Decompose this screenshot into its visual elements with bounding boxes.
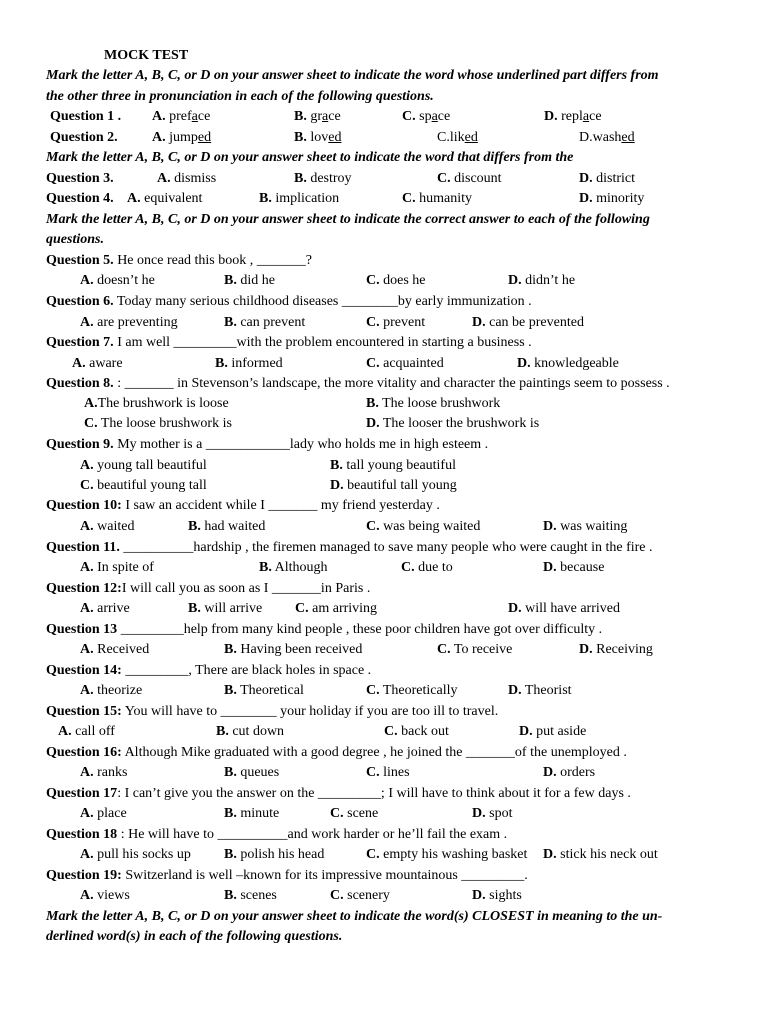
question-15-option-b: B. cut down bbox=[216, 724, 285, 739]
question-2-label: Question 2. bbox=[50, 130, 118, 145]
question-7-option-b: B. informed bbox=[215, 356, 283, 371]
question-11-option-a: A. In spite of bbox=[80, 560, 154, 575]
question-4-option-a: A. equivalent bbox=[127, 191, 203, 206]
question-17-option-d: D. spot bbox=[472, 806, 513, 821]
question-12-stem: Question 12:I will call you as soon as I _______in Paris . bbox=[46, 581, 371, 596]
question-19-option-d: D. sights bbox=[472, 888, 522, 903]
question-8-stem: Question 8. : _______ in Stevenson’s landscape, the more vitality and character the paintings seem to possess . bbox=[46, 376, 670, 391]
question-3-option-b: B. destroy bbox=[294, 171, 352, 186]
question-6-option-d: D. can be prevented bbox=[472, 315, 584, 330]
question-11-option-c: C. due to bbox=[401, 560, 453, 575]
question-17-option-b: B. minute bbox=[224, 806, 280, 821]
question-6-option-a: A. are preventing bbox=[80, 315, 178, 330]
page-title: MOCK TEST bbox=[104, 48, 189, 63]
question-15-option-a: A. call off bbox=[58, 724, 115, 739]
question-8-option-c: C. The loose brushwork is bbox=[84, 416, 232, 431]
question-3-option-c: C. discount bbox=[437, 171, 502, 186]
question-18-option-a: A. pull his socks up bbox=[80, 847, 191, 862]
question-13-option-d: D. Receiving bbox=[579, 642, 653, 657]
question-16-option-d: D. orders bbox=[543, 765, 596, 780]
question-17-stem: Question 17: I can’t give you the answer on the _________; I will have to think about it for a few days . bbox=[46, 786, 631, 801]
question-16-option-b: B. queues bbox=[224, 765, 280, 780]
question-7-option-c: C. acquainted bbox=[366, 356, 444, 371]
question-5-option-b: B. did he bbox=[224, 273, 275, 288]
question-6-stem: Question 6. Today many serious childhood diseases ________by early immunization . bbox=[46, 294, 532, 309]
question-2-option-a: A. jumped bbox=[152, 130, 212, 145]
question-14-option-c: C. Theoretically bbox=[366, 683, 458, 698]
question-9-stem: Question 9. My mother is a ____________lady who holds me in high esteem . bbox=[46, 437, 489, 452]
question-11-option-b: B. Although bbox=[259, 560, 328, 575]
instruction-closest-line-2: derlined word(s) in each of the following questions. bbox=[46, 929, 343, 944]
question-15-stem: Question 15: You will have to ________ your holiday if you are too ill to travel. bbox=[46, 704, 499, 719]
question-4-label: Question 4. bbox=[46, 191, 114, 206]
question-18-stem: Question 18 : He will have to __________and work harder or he’ll fail the exam . bbox=[46, 827, 508, 842]
question-16-option-a: A. ranks bbox=[80, 765, 128, 780]
instruction-correct-line-2: questions. bbox=[46, 232, 104, 247]
question-2-option-b: B. loved bbox=[294, 130, 342, 145]
question-5-option-d: D. didn’t he bbox=[508, 273, 576, 288]
instruction-closest-line-1: Mark the letter A, B, C, or D on your answer sheet to indicate the word(s) CLOSEST in meaning to the un- bbox=[46, 909, 663, 924]
instruction-correct-line-1: Mark the letter A, B, C, or D on your answer sheet to indicate the correct answer to each of the following bbox=[46, 212, 650, 227]
question-7-option-d: D. knowledgeable bbox=[517, 356, 619, 371]
question-10-option-d: D. was waiting bbox=[543, 519, 628, 534]
question-17-option-c: C. scene bbox=[330, 806, 379, 821]
question-14-option-b: B. Theoretical bbox=[224, 683, 304, 698]
question-5-option-a: A. doesn’t he bbox=[80, 273, 155, 288]
question-5-stem: Question 5. He once read this book , _______? bbox=[46, 253, 312, 268]
question-4-option-b: B. implication bbox=[259, 191, 340, 206]
instruction-stress: Mark the letter A, B, C, or D on your answer sheet to indicate the word that differs from the bbox=[46, 150, 574, 165]
question-9-option-a: A. young tall beautiful bbox=[80, 458, 207, 473]
question-16-stem: Question 16: Although Mike graduated with a good degree , he joined the _______of the unemployed . bbox=[46, 745, 627, 760]
question-8-option-b: B. The loose brushwork bbox=[366, 396, 501, 411]
question-4-option-d: D. minority bbox=[579, 191, 645, 206]
question-10-option-a: A. waited bbox=[80, 519, 135, 534]
question-18-option-d: D. stick his neck out bbox=[543, 847, 658, 862]
question-6-option-b: B. can prevent bbox=[224, 315, 306, 330]
question-9-option-b: B. tall young beautiful bbox=[330, 458, 456, 473]
question-3-option-a: A. dismiss bbox=[157, 171, 217, 186]
instruction-pronunciation-line-1: Mark the letter A, B, C, or D on your answer sheet to indicate the word whose underlined part differs from bbox=[46, 68, 659, 83]
question-3-label: Question 3. bbox=[46, 171, 114, 186]
question-12-option-c: C. am arriving bbox=[295, 601, 378, 616]
question-19-option-c: C. scenery bbox=[330, 888, 390, 903]
question-9-option-c: C. beautiful young tall bbox=[80, 478, 207, 493]
question-13-option-a: A. Received bbox=[80, 642, 150, 657]
question-13-stem: Question 13 _________help from many kind people , these poor children have got over difficulty . bbox=[46, 622, 603, 637]
question-14-option-d: D. Theorist bbox=[508, 683, 572, 698]
question-7-stem: Question 7. I am well _________with the problem encountered in starting a business . bbox=[46, 335, 532, 350]
question-5-option-c: C. does he bbox=[366, 273, 426, 288]
question-14-option-a: A. theorize bbox=[80, 683, 143, 698]
question-19-stem: Question 19: Switzerland is well –known for its impressive mountainous _________. bbox=[46, 868, 528, 883]
question-8-option-d: D. The looser the brushwork is bbox=[366, 416, 540, 431]
question-13-option-c: C. To receive bbox=[437, 642, 513, 657]
question-18-option-c: C. empty his washing basket bbox=[366, 847, 528, 862]
question-1-option-c: C. space bbox=[402, 109, 451, 124]
question-11-option-d: D. because bbox=[543, 560, 605, 575]
question-10-option-c: C. was being waited bbox=[366, 519, 481, 534]
question-12-option-b: B. will arrive bbox=[188, 601, 263, 616]
question-1-label: Question 1 . bbox=[50, 109, 122, 124]
question-17-option-a: A. place bbox=[80, 806, 127, 821]
question-15-option-d: D. put aside bbox=[519, 724, 587, 739]
question-15-option-c: C. back out bbox=[384, 724, 449, 739]
question-8-option-a: A.The brushwork is loose bbox=[84, 396, 229, 411]
question-14-stem: Question 14: _________, There are black holes in space . bbox=[46, 663, 372, 678]
question-12-option-a: A. arrive bbox=[80, 601, 130, 616]
question-6-option-c: C. prevent bbox=[366, 315, 426, 330]
question-7-option-a: A. aware bbox=[72, 356, 123, 371]
question-1-option-b: B. grace bbox=[294, 109, 341, 124]
question-9-option-d: D. beautiful tall young bbox=[330, 478, 457, 493]
question-10-stem: Question 10: I saw an accident while I _______ my friend yesterday . bbox=[46, 498, 440, 513]
question-2-option-c: C.liked bbox=[437, 130, 478, 145]
question-1-option-a: A. preface bbox=[152, 109, 211, 124]
question-4-option-c: C. humanity bbox=[402, 191, 473, 206]
instruction-pronunciation-line-2: the other three in pronunciation in each of the following questions. bbox=[46, 89, 434, 104]
question-16-option-c: C. lines bbox=[366, 765, 410, 780]
question-19-option-a: A. views bbox=[80, 888, 130, 903]
question-2-option-d: D.washed bbox=[579, 130, 635, 145]
question-12-option-d: D. will have arrived bbox=[508, 601, 620, 616]
question-19-option-b: B. scenes bbox=[224, 888, 277, 903]
question-1-option-d: D. replace bbox=[544, 109, 602, 124]
question-18-option-b: B. polish his head bbox=[224, 847, 325, 862]
question-3-option-d: D. district bbox=[579, 171, 636, 186]
question-10-option-b: B. had waited bbox=[188, 519, 266, 534]
question-11-stem: Question 11. __________hardship , the firemen managed to save many people who were caught in the fire . bbox=[46, 540, 653, 555]
question-13-option-b: B. Having been received bbox=[224, 642, 363, 657]
